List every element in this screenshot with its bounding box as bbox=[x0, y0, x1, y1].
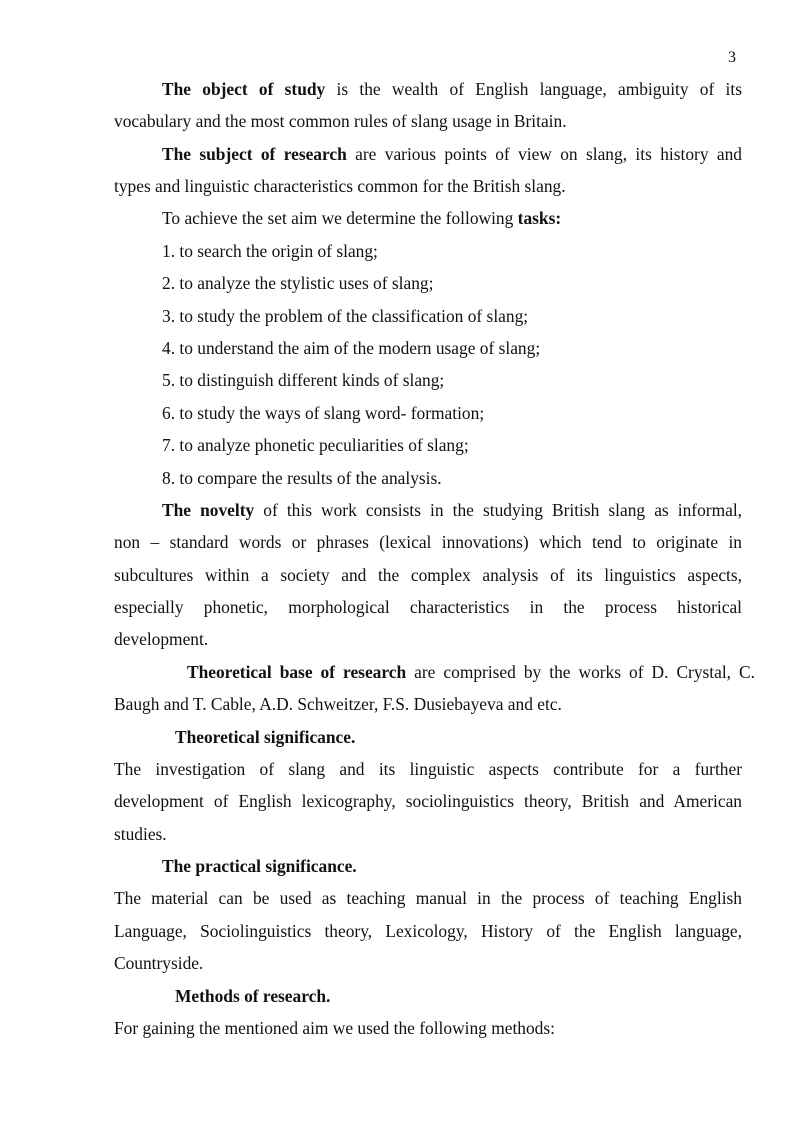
line-text: 1. to search the origin of slang; bbox=[162, 241, 378, 261]
task-item bbox=[162, 240, 742, 262]
paragraph-line bbox=[114, 952, 742, 974]
line-text: are various points of view on slang, its history and bbox=[346, 144, 742, 164]
paragraph-line bbox=[114, 175, 742, 197]
task-item bbox=[162, 305, 742, 327]
line-text: 6. to study the ways of slang word- formation; bbox=[162, 403, 485, 423]
paragraph-line bbox=[114, 758, 742, 780]
line-text: Baugh and T. Cable, A.D. Schweitzer, F.S. Dusiebayeva and etc. bbox=[114, 694, 562, 714]
paragraph-line bbox=[187, 661, 755, 683]
line-text: Language, Sociolinguistics theory, Lexicology, History of the English language, bbox=[114, 921, 742, 941]
paragraph-line bbox=[162, 499, 742, 521]
paragraph-line bbox=[114, 790, 742, 812]
line-text: The investigation of slang and its linguistic aspects contribute for a further bbox=[114, 759, 742, 779]
paragraph-line bbox=[114, 1017, 742, 1039]
line-text: studies. bbox=[114, 824, 167, 844]
task-item bbox=[162, 369, 742, 391]
line-text: development. bbox=[114, 629, 209, 649]
line-text: For gaining the mentioned aim we used the following methods: bbox=[114, 1018, 555, 1038]
bold-term: The subject of research bbox=[162, 144, 347, 164]
paragraph-line bbox=[114, 887, 742, 909]
line-text: Countryside. bbox=[114, 953, 204, 973]
line-text: subcultures within a society and the complex analysis of its linguistics aspects, bbox=[114, 565, 742, 585]
section-heading bbox=[162, 855, 742, 877]
task-item bbox=[162, 272, 742, 294]
bold-term: Theoretical base of research bbox=[187, 662, 407, 682]
task-item bbox=[162, 402, 742, 424]
paragraph-line bbox=[114, 628, 742, 650]
line-text: 5. to distinguish different kinds of slang; bbox=[162, 370, 445, 390]
line-text: 2. to analyze the stylistic uses of slang; bbox=[162, 273, 434, 293]
line-text: development of English lexicography, sociolinguistics theory, British and American bbox=[114, 791, 742, 811]
line-text: 3. to study the problem of the classification of slang; bbox=[162, 306, 529, 326]
line-text: 7. to analyze phonetic peculiarities of slang; bbox=[162, 435, 469, 455]
paragraph-line bbox=[114, 596, 742, 618]
section-heading bbox=[175, 726, 800, 748]
line-text: types and linguistic characteristics common for the British slang. bbox=[114, 176, 566, 196]
line-text: vocabulary and the most common rules of slang usage in Britain. bbox=[114, 111, 567, 131]
section-heading bbox=[175, 985, 800, 1007]
line-text: To achieve the set aim we determine the following bbox=[162, 208, 518, 228]
task-item bbox=[162, 467, 742, 489]
paragraph-line bbox=[114, 564, 742, 586]
line-text: are comprised by the works of D. Crystal, C. bbox=[406, 662, 755, 682]
task-item bbox=[162, 434, 742, 456]
bold-term: The practical significance. bbox=[162, 856, 357, 876]
line-text: 4. to understand the aim of the modern usage of slang; bbox=[162, 338, 541, 358]
paragraph-line bbox=[162, 78, 742, 100]
paragraph-line bbox=[114, 823, 742, 845]
line-text: of this work consists in the studying British slang as informal, bbox=[254, 500, 743, 520]
paragraph-line bbox=[114, 693, 742, 715]
paragraph-line bbox=[114, 920, 742, 942]
line-text: especially phonetic, morphological characteristics in the process historical bbox=[114, 597, 742, 617]
line-text: 8. to compare the results of the analysis. bbox=[162, 468, 442, 488]
paragraph-line bbox=[114, 110, 742, 132]
bold-term: Theoretical significance. bbox=[175, 727, 356, 747]
bold-term: Methods of research. bbox=[175, 986, 331, 1006]
bold-term: The novelty bbox=[162, 500, 255, 520]
line-text: non – standard words or phrases (lexical innovations) which tend to originate in bbox=[114, 532, 742, 552]
page-number: 3 bbox=[728, 49, 736, 66]
paragraph-line bbox=[114, 531, 742, 553]
bold-term: tasks: bbox=[517, 208, 562, 228]
line-text: The material can be used as teaching manual in the process of teaching English bbox=[114, 888, 742, 908]
task-item bbox=[162, 337, 742, 359]
paragraph-line bbox=[162, 207, 742, 229]
line-text: is the wealth of English language, ambiguity of its bbox=[325, 79, 742, 99]
paragraph-line bbox=[162, 143, 742, 165]
bold-term: The object of study bbox=[162, 79, 326, 99]
